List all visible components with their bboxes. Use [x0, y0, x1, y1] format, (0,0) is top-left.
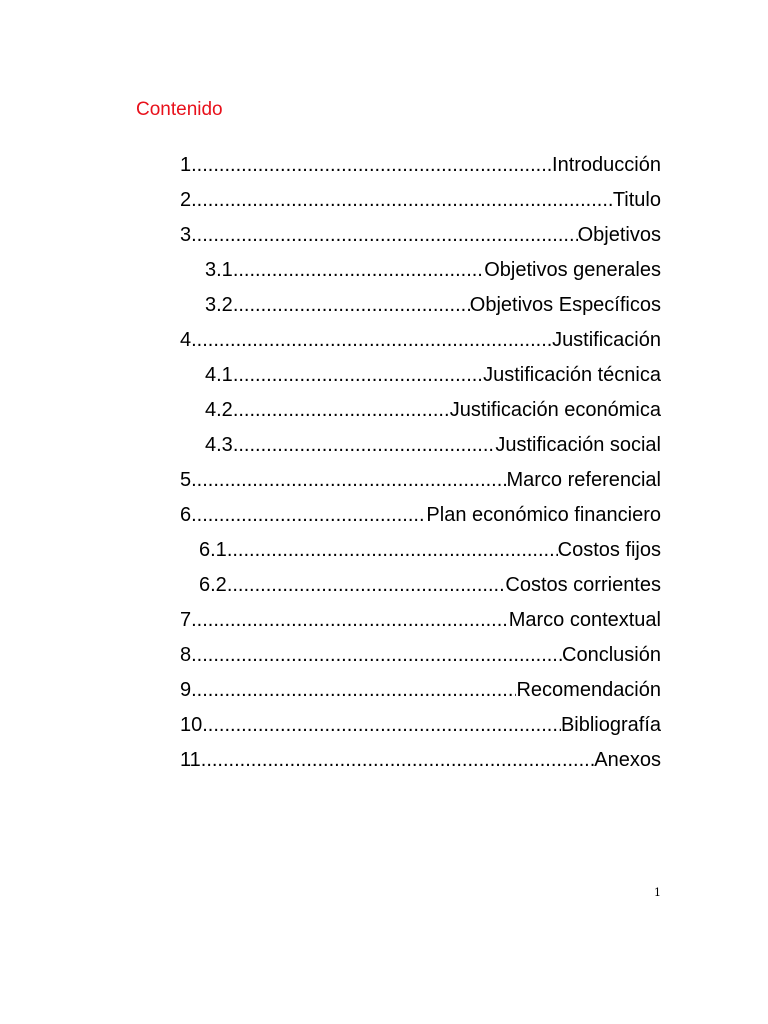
toc-entry-9[interactable] [0, 673, 768, 708]
toc-number: 10 [180, 714, 203, 736]
toc-label: Conclusión [562, 644, 661, 666]
toc-entry-2[interactable] [0, 183, 768, 218]
toc-number: 4.2 [205, 399, 233, 421]
toc-entry-7[interactable] [0, 603, 768, 638]
toc-number: 6.2 [199, 574, 227, 596]
toc-leader [202, 708, 561, 743]
toc-leader [191, 498, 426, 533]
toc-label: Costos corrientes [505, 574, 661, 596]
toc-entry-5[interactable] [0, 463, 768, 498]
toc-leader [191, 638, 562, 673]
toc-number: 4.1 [205, 364, 233, 386]
toc-number: 3.2 [205, 294, 233, 316]
page-heading: Contenido [136, 99, 223, 120]
toc-leader [201, 743, 595, 778]
toc-number: 4.3 [205, 434, 233, 456]
table-of-contents [0, 148, 768, 778]
toc-leader [233, 253, 484, 288]
toc-label: Titulo [612, 189, 661, 211]
toc-number: 6 [180, 504, 192, 526]
toc-number: 1 [180, 154, 192, 176]
toc-entry-6[interactable] [0, 498, 768, 533]
toc-entry-8[interactable] [0, 638, 768, 673]
toc-number: 3.1 [205, 259, 233, 281]
toc-leader [191, 183, 613, 218]
toc-label: Objetivos generales [484, 259, 661, 281]
toc-label: Objetivos Específicos [469, 294, 661, 316]
toc-number: 11 [180, 749, 201, 771]
toc-number: 7 [180, 609, 192, 631]
toc-number: 6.1 [199, 539, 227, 561]
toc-leader [233, 393, 450, 428]
toc-entry-3-1[interactable] [0, 253, 768, 288]
toc-entry-6-1[interactable] [0, 533, 768, 568]
toc-entry-4-1[interactable] [0, 358, 768, 393]
toc-entry-6-2[interactable] [0, 568, 768, 603]
toc-number: 8 [180, 644, 192, 666]
toc-label: Objetivos [577, 224, 661, 246]
toc-leader [227, 533, 558, 568]
toc-label: Marco referencial [506, 469, 661, 491]
toc-entry-4-3[interactable] [0, 428, 768, 463]
toc-leader [233, 288, 470, 323]
toc-label: Recomendación [516, 679, 661, 701]
toc-label: Introducción [552, 154, 661, 176]
toc-entry-3-2[interactable] [0, 288, 768, 323]
toc-entry-3[interactable] [0, 218, 768, 253]
toc-entry-4-2[interactable] [0, 393, 768, 428]
toc-label: Justificación [552, 329, 661, 351]
toc-leader [191, 323, 552, 358]
toc-number: 4 [180, 329, 192, 351]
toc-label: Costos fijos [557, 539, 661, 561]
toc-leader [227, 568, 506, 603]
toc-entry-4[interactable] [0, 323, 768, 358]
page-number: 1 [654, 886, 661, 899]
toc-label: Bibliografía [560, 714, 661, 736]
toc-leader [191, 603, 509, 638]
toc-leader [233, 428, 496, 463]
toc-number: 5 [180, 469, 192, 491]
toc-label: Marco contextual [508, 609, 661, 631]
toc-entry-10[interactable] [0, 708, 768, 743]
toc-leader [233, 358, 483, 393]
toc-label: Justificación económica [449, 399, 661, 421]
toc-leader [191, 218, 578, 253]
toc-entry-11[interactable] [0, 743, 768, 778]
toc-number: 3 [180, 224, 192, 246]
toc-entry-1[interactable] [0, 148, 768, 183]
toc-number: 9 [180, 679, 192, 701]
toc-leader [191, 673, 516, 708]
toc-label: Anexos [594, 749, 661, 771]
toc-label: Plan económico financiero [426, 504, 661, 526]
toc-leader [191, 463, 506, 498]
toc-label: Justificación social [495, 434, 661, 456]
toc-label: Justificación técnica [483, 364, 661, 386]
toc-number: 2 [180, 189, 192, 211]
toc-leader [191, 148, 552, 183]
